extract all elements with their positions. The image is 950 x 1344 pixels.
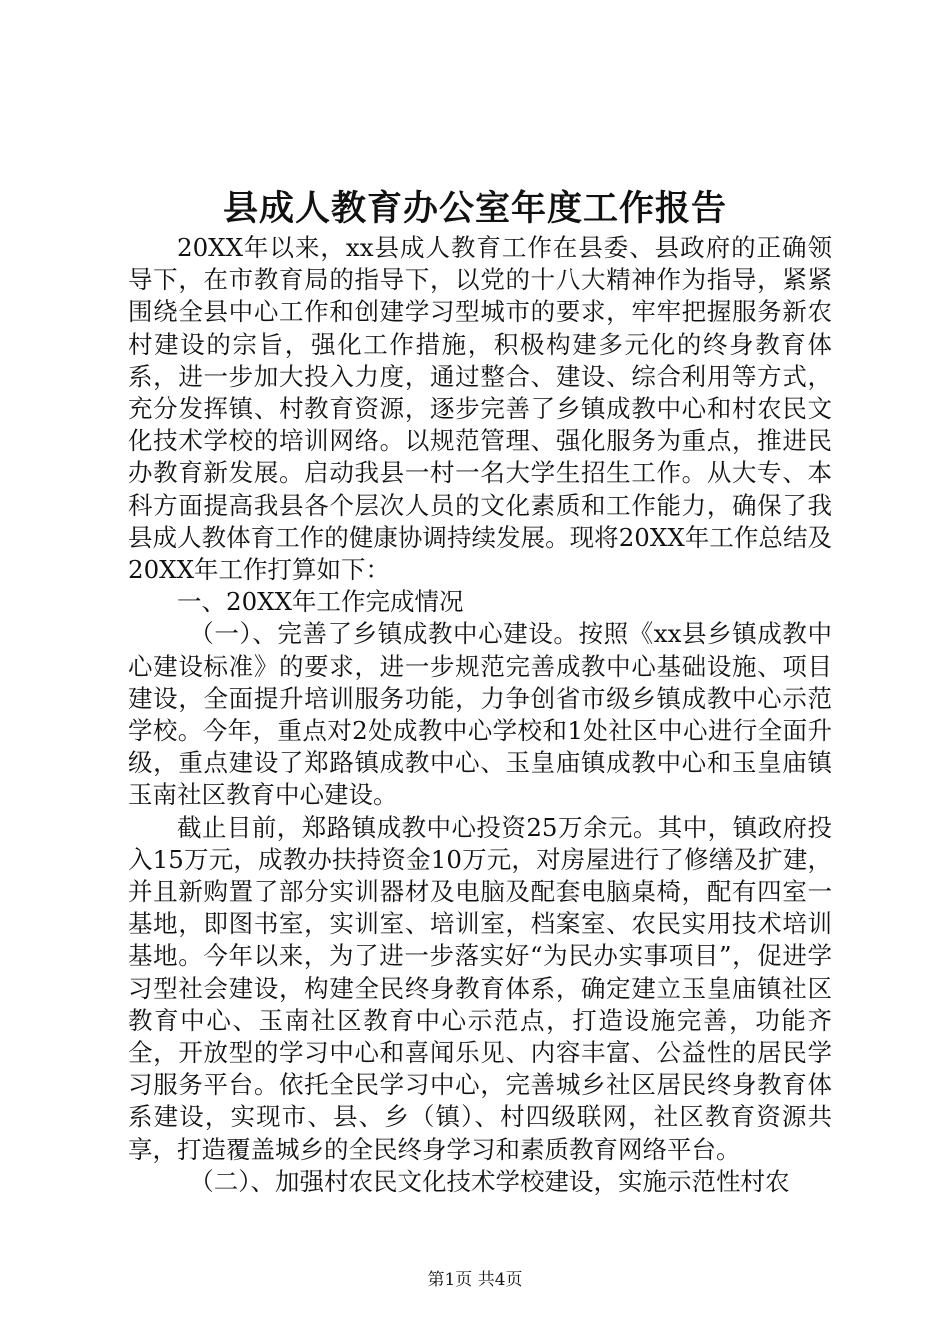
section-heading-1: 一、20XX年工作完成情况	[177, 587, 464, 617]
document-body	[128, 232, 832, 1198]
paragraph-progress: 截止目前，郑路镇成教中心投资25万余元。其中，镇政府投入15万元，成教办扶持资金10万元，对房屋进行了修缮及扩建，并且新购置了部分实训器材及电脑及配套电脑桌椅，配有四室一基地，即图书室，实训室、培训室，档案室、农民实用技术培训基地。今年以来，为了进一步落实好“为民办实事项目”，促进学习型社会建设，构建全民终身教育体系，确定建立玉皇庙镇社区教育中心、玉南社区教育中心示范点，打造设施完善，功能齐全，开放型的学习中心和喜闻乐见、内容丰富、公益性的居民学习服务平台。依托全民学习中心，完善城乡社区居民终身教育体系建设，实现市、县、乡（镇）、村四级联网，社区教育资源共享，打造覆盖城乡的全民终身学习和素质教育网络平台。	[128, 812, 832, 1164]
paragraph-subsection-2: （二）、加强村农民文化技术学校建设，实施示范性村农	[189, 1166, 790, 1196]
document-title: 县成人教育办公室年度工作报告	[222, 188, 727, 229]
paragraph-intro: 20XX年以来，xx县成人教育工作在县委、县政府的正确领导下，在市教育局的指导下，以党的十八大精神作为指导，紧紧围绕全县中心工作和创建学习型城市的要求，牢牢把握服务新农村建设的宗旨，强化工作措施，积极构建多元化的终身教育体系，进一步加大投入力度，通过整合、建设、综合利用等方式，充分发挥镇、村教育资源，逐步完善了乡镇成教中心和村农民文化技术学校的培训网络。以规范管理、强化服务为重点，推进民办教育新发展。启动我县一村一名大学生招生工作。从大专、本科方面提高我县各个层次人员的文化素质和工作能力，确保了我县成人教体育工作的健康协调持续发展。现将20XX年工作总结及20XX年工作打算如下：	[128, 233, 832, 585]
paragraph-subsection-1: （一）、完善了乡镇成教中心建设。按照《xx县乡镇成教中心建设标准》的要求，进一步规范完善成教中心基础设施、项目建设，全面提升培训服务功能，力争创省市级乡镇成教中心示范学校。今年，重点对2处成教中心学校和1处社区中心进行全面升级，重点建设了郑路镇成教中心、玉皇庙镇成教中心和玉皇庙镇玉南社区教育中心建设。	[128, 619, 832, 810]
page-number-footer: 第1页 共4页	[427, 1270, 523, 1290]
